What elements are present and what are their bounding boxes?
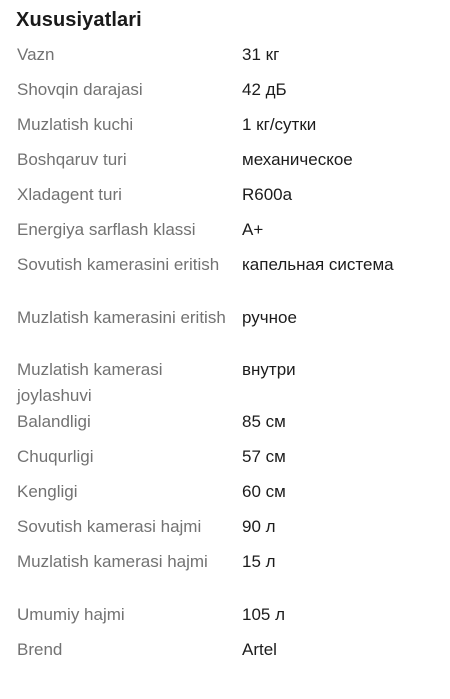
spec-label: Boshqaruv turi <box>17 150 127 169</box>
spec-value: 1 кг/сутки <box>242 115 317 134</box>
spec-value: 105 л <box>242 605 286 624</box>
spec-value: внутри <box>242 360 296 379</box>
spec-value: 15 л <box>242 552 276 571</box>
spec-label: Chuqurligi <box>17 447 94 466</box>
spec-value: капельная система <box>242 255 394 274</box>
spec-value: 60 см <box>242 482 286 501</box>
spec-label: Energiya sarflash klassi <box>17 220 196 239</box>
spec-value: 90 л <box>242 517 276 536</box>
spec-label: Muzlatish kamerasi hajmi <box>17 552 208 571</box>
spec-value: ручное <box>242 308 297 327</box>
spec-label: Muzlatish kamerasi joylashuvi <box>17 360 163 405</box>
spec-label: Sovutish kamerasi hajmi <box>17 517 202 536</box>
spec-label: Kengligi <box>17 482 78 501</box>
spec-label: Umumiy hajmi <box>17 605 125 624</box>
spec-label: Xladagent turi <box>17 185 122 204</box>
spec-label: Muzlatish kuchi <box>17 115 134 134</box>
spec-label: Sovutish kamerasini eritish <box>17 255 220 274</box>
spec-value: R600a <box>242 185 293 204</box>
spec-value: 42 дБ <box>242 80 287 99</box>
spec-label: Vazn <box>17 45 55 64</box>
spec-value: 31 кг <box>242 45 280 64</box>
spec-value: 85 см <box>242 412 286 431</box>
spec-label: Muzlatish kamerasini eritish <box>17 308 226 327</box>
spec-value: 57 см <box>242 447 286 466</box>
spec-label: Shovqin darajasi <box>17 80 143 99</box>
spec-value: A+ <box>242 220 264 239</box>
spec-value: Artel <box>242 640 277 659</box>
section-title: Xususiyatlari <box>16 9 142 31</box>
spec-label: Brend <box>17 640 63 659</box>
spec-label: Balandligi <box>17 412 91 431</box>
spec-value: механическое <box>242 150 353 169</box>
